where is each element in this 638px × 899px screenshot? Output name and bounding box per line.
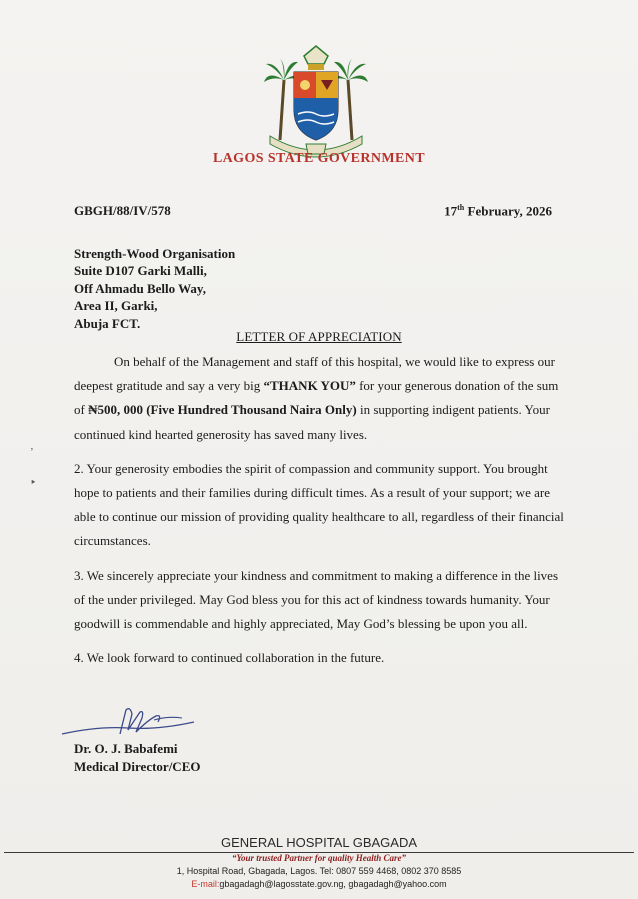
footer-email bbox=[0, 879, 638, 889]
address-line: Off Ahmadu Bello Way, bbox=[74, 280, 206, 296]
lagos-state-coat-of-arms bbox=[258, 40, 374, 160]
signatory-block bbox=[74, 740, 200, 776]
recipient-address bbox=[74, 245, 235, 332]
email-addresses: gbagadagh@lagosstate.gov.ng, gbagadagh@yahoo.com bbox=[219, 879, 447, 889]
margin-mark: ‣ bbox=[30, 477, 37, 489]
footer-tagline: “Your trusted Partner for quality Health Care” bbox=[231, 853, 407, 863]
email-label: E-mail: bbox=[191, 879, 220, 889]
address-line: Suite D107 Garki Malli, bbox=[74, 263, 207, 279]
letter-subject: LETTER OF APPRECIATION bbox=[236, 329, 402, 344]
paragraph-1-text-a: On behalf of the Management and staff of this hospital, we would like to express our deepest gratitude and say a very big bbox=[74, 354, 555, 394]
signature bbox=[58, 704, 198, 744]
signatory-title: Medical Director/CEO bbox=[74, 759, 201, 774]
footer-hospital-name: GENERAL HOSPITAL GBAGADA bbox=[220, 835, 417, 850]
date-day: 17 bbox=[444, 203, 458, 219]
donation-amount: ₦500, 000 (Five Hundred Thousand Naira Only) bbox=[88, 402, 357, 418]
date-rest: February, 2026 bbox=[464, 203, 552, 219]
letterhead-title: LAGOS STATE GOVERNMENT bbox=[212, 151, 426, 166]
paragraph-2: 2. Your generosity embodies the spirit of compassion and community support. You brought hope to patients and their families during difficult times. As a result of your support; we are able to continue our mission of providing quality healthcare to all, regardless of their financial circumstances. bbox=[74, 460, 564, 549]
reference-number: GBGH/88/IV/578 bbox=[74, 203, 171, 218]
margin-mark: ’ bbox=[30, 446, 34, 458]
letter-body bbox=[74, 350, 564, 680]
paragraph-4: 4. We look forward to continued collaboration in the future. bbox=[74, 650, 385, 666]
paragraph-1 bbox=[74, 350, 564, 447]
signatory-name: Dr. O. J. Babafemi bbox=[74, 741, 178, 756]
paragraph-1-text-b: for your generous donation of the sum of bbox=[74, 378, 559, 418]
thank-you-emphasis: “THANK YOU” bbox=[263, 378, 356, 394]
address-line: Abuja FCT. bbox=[74, 315, 141, 331]
paragraph-1-text-c: in supporting indigent patients. Your continued kind hearted generosity has saved many lives. bbox=[74, 402, 550, 442]
letter-date bbox=[444, 203, 552, 219]
footer-address: 1, Hospital Road, Gbagada, Lagos. Tel: 0807 559 4468, 0802 370 8585 bbox=[176, 866, 462, 876]
date-suffix: th bbox=[457, 203, 465, 212]
address-line: Strength-Wood Organisation bbox=[74, 246, 236, 261]
address-line: Area II, Garki, bbox=[74, 298, 158, 314]
paragraph-3: 3. We sincerely appreciate your kindness and commitment to making a difference in the lives of the under privileged. May God bless you for this act of kindness towards humanity. Your goodwill is commendable and highly appreciated, May God’s blessing be upon you all. bbox=[74, 567, 559, 632]
